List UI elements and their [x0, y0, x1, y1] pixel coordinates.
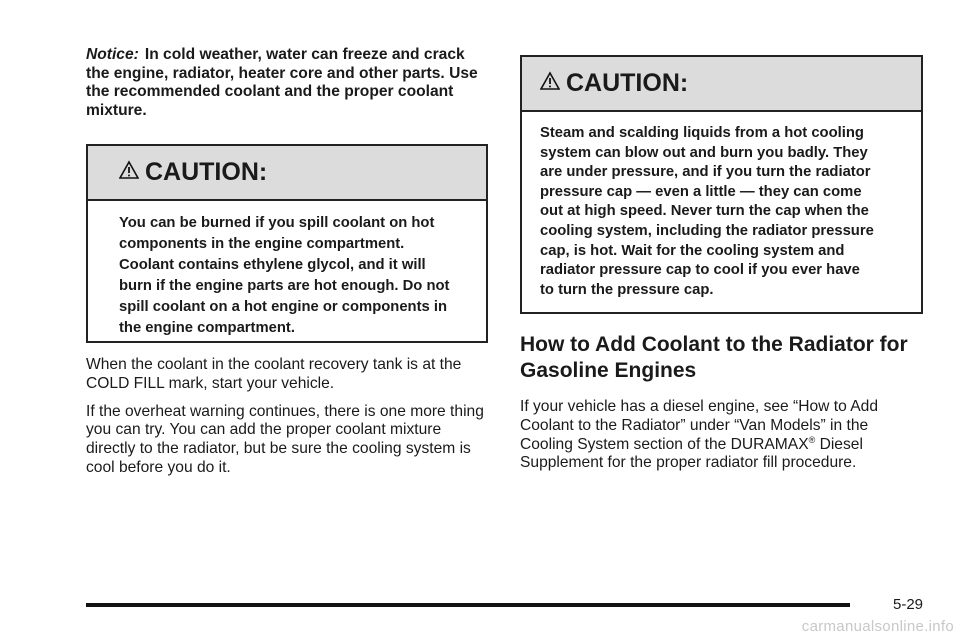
notice-paragraph: [86, 46, 488, 120]
caution-line: to turn the pressure cap.: [540, 281, 714, 298]
caution-title: CAUTION:: [145, 158, 268, 186]
section-paragraph: [520, 398, 923, 473]
warning-triangle-icon: [119, 158, 139, 187]
caution-body: [522, 112, 921, 300]
caution-box-burn: [86, 144, 488, 343]
caution-header: [522, 57, 921, 112]
section-text-after: Diesel Supplement for the proper radiator fill procedure.: [520, 435, 863, 472]
notice-text: In cold weather, water can freeze and crack the engine, radiator, heater core and other parts. Use the recommended coolant and the proper coolant mixture.: [86, 46, 478, 119]
body-paragraph: If the overheat warning continues, there is one more thing you can try. You can add the proper coolant mixture directly to the radiator, but be sure the cooling system is cool before you do it.: [86, 402, 484, 476]
caution-line: cap, is hot. Wait for the cooling system and: [540, 242, 845, 259]
caution-box-steam: [520, 55, 923, 314]
caution-line: pressure cap — even a little — they can come: [540, 183, 862, 200]
caution-body: [88, 201, 486, 339]
page-number: 5-29: [893, 596, 924, 613]
caution-line: cooling system, including the radiator pressure: [540, 222, 874, 239]
notice-label: Notice:: [86, 46, 139, 63]
caution-line: are under pressure, and if you turn the radiator: [540, 164, 871, 181]
caution-line: radiator pressure cap to cool if you ever have: [540, 262, 860, 279]
caution-line: components in the engine compartment.: [119, 236, 405, 252]
left-column: [86, 46, 488, 478]
caution-line: You can be burned if you spill coolant on hot: [119, 215, 435, 231]
caution-line: out at high speed. Never turn the cap when the: [540, 203, 869, 220]
caution-title: CAUTION:: [566, 69, 689, 97]
caution-line: system can blow out and burn you badly. They: [540, 144, 868, 161]
caution-line: Coolant contains ethylene glycol, and it will: [119, 257, 426, 273]
watermark-text: carmanualsonline.info: [801, 618, 954, 635]
caution-line: Steam and scalding liquids from a hot cooling: [540, 125, 864, 141]
body-paragraph: When the coolant in the coolant recovery tank is at the COLD FILL mark, start your vehicle.: [86, 356, 462, 392]
caution-line: burn if the engine parts are hot enough. Do not: [119, 278, 450, 294]
right-column: [520, 55, 923, 473]
caution-header: [88, 146, 486, 201]
caution-line: spill coolant on a hot engine or components in: [119, 299, 448, 315]
section-text-before: If your vehicle has a diesel engine, see “How to Add Coolant to the Radiator” under “Van Models” in the Cooling System section of the DURAMAX: [520, 398, 879, 453]
registered-mark: ®: [808, 434, 816, 445]
section-heading: How to Add Coolant to the Radiator for Gasoline Engines: [520, 333, 908, 382]
warning-triangle-icon: [540, 69, 560, 98]
footer-rule: [86, 603, 850, 607]
caution-line: the engine compartment.: [119, 320, 295, 336]
